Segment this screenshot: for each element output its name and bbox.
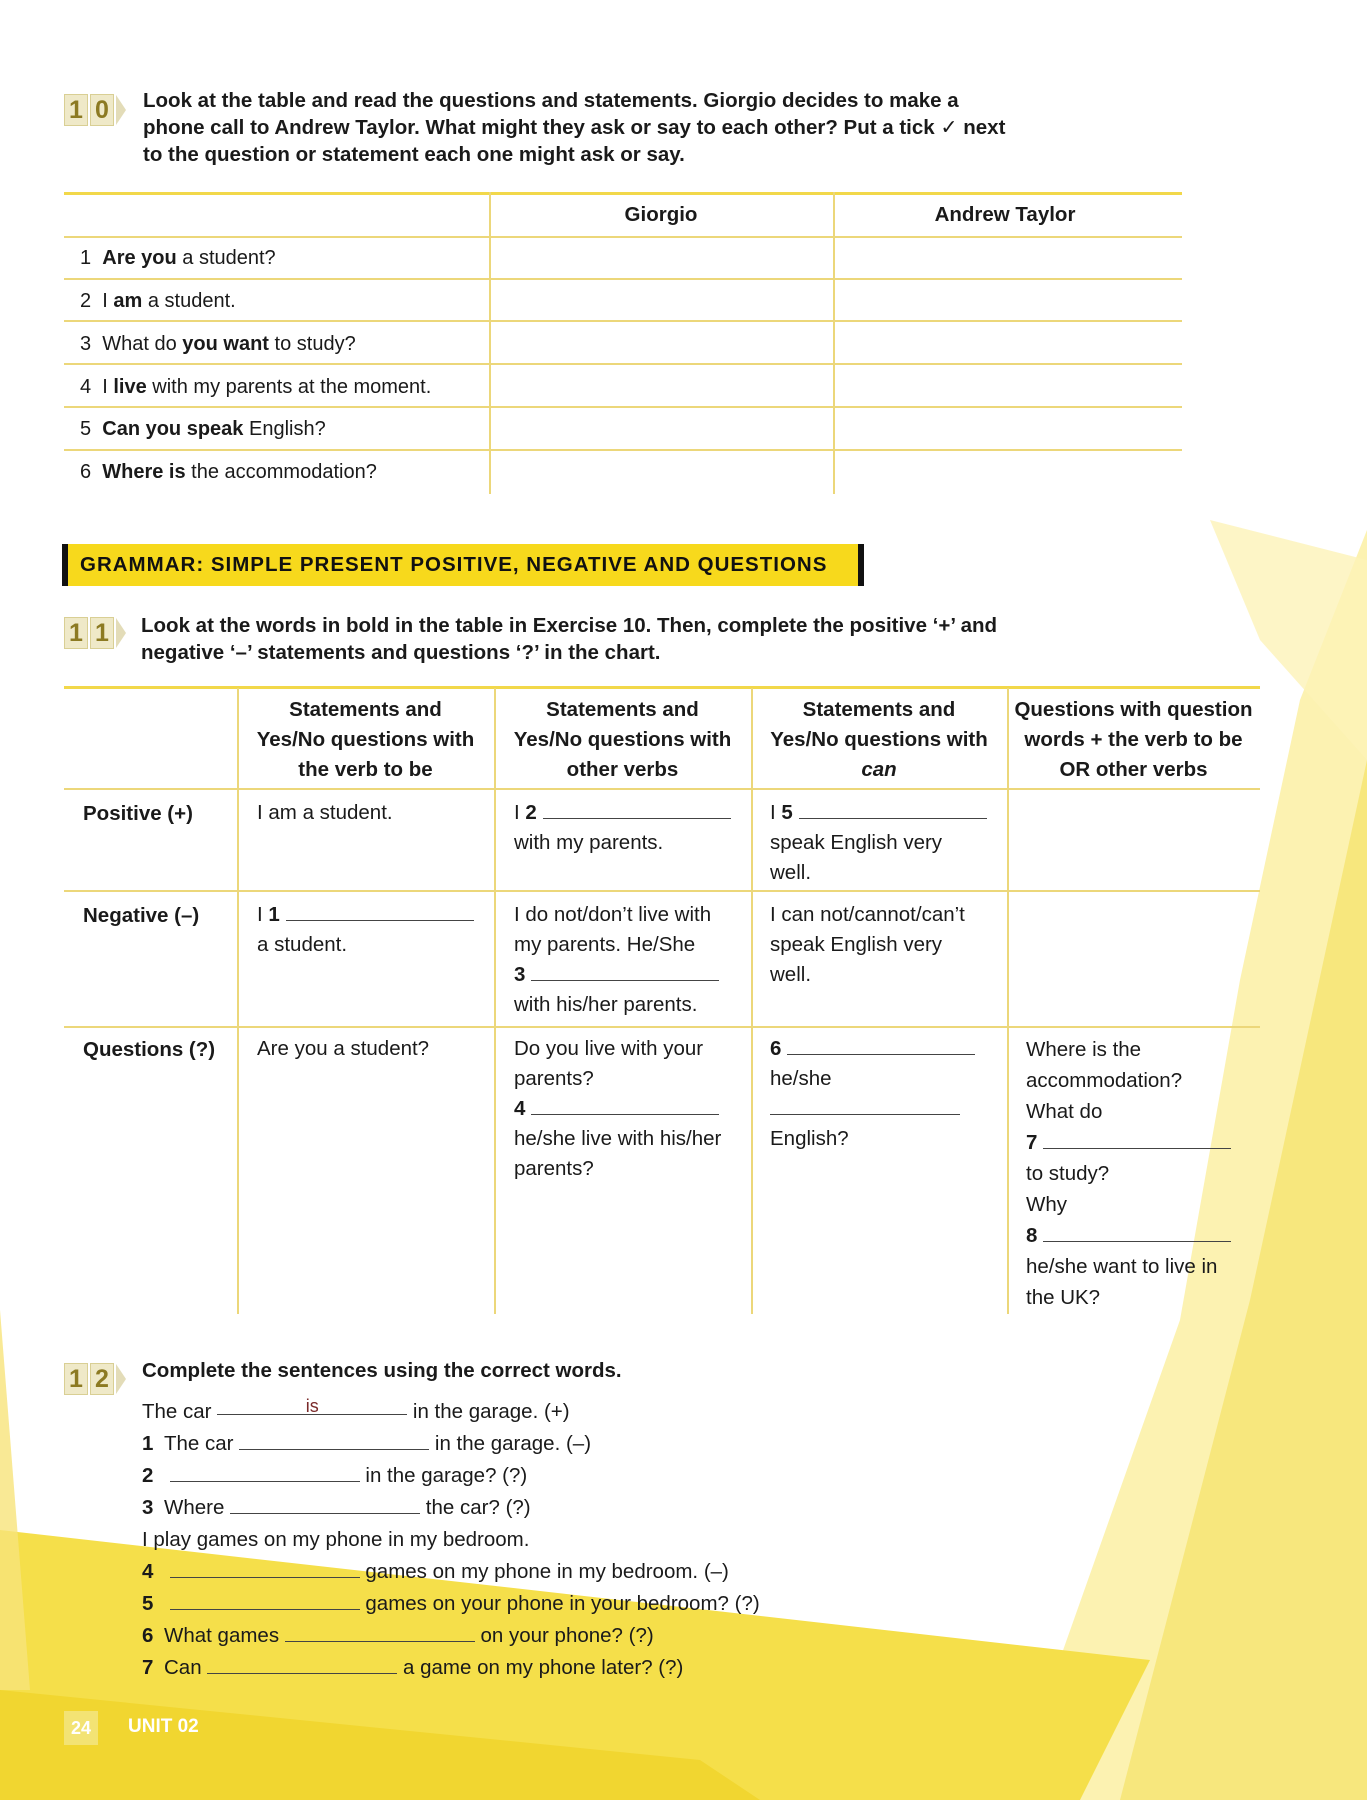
header-line: Questions with question — [1014, 698, 1253, 721]
column-header-andrew-taylor: Andrew Taylor — [934, 203, 1076, 226]
header-line: Statements and — [802, 698, 956, 721]
blank-number: 5 — [781, 801, 793, 824]
sentence-text: a game on my phone later? (?) — [403, 1656, 684, 1679]
sentence-item — [142, 1620, 760, 1652]
cell-text: he/she — [770, 1067, 832, 1090]
row-text: to study? — [268, 333, 356, 355]
exercise-12-list — [142, 1396, 760, 1684]
blank-number: 2 — [525, 801, 537, 824]
blank-number: 1 — [268, 903, 280, 926]
chart-header-can — [751, 695, 1007, 785]
instruction-line: Look at the words in bold in the table in Exercise 10. Then, complete the positive ‘+’ and — [141, 614, 998, 637]
cell-text: I — [257, 903, 263, 926]
answer-blank-6b[interactable] — [770, 1096, 960, 1115]
exercise-number-digit: 1 — [64, 617, 88, 649]
row-label-negative: Negative (–) — [83, 904, 200, 927]
cell-text: parents? — [514, 1067, 594, 1090]
answer-blank-7[interactable] — [1043, 1130, 1231, 1149]
table-divider — [64, 449, 1182, 451]
row-text: the accommodation? — [185, 461, 377, 483]
instruction-line: Look at the table and read the questions and statements. Giorgio decides to make a — [143, 89, 959, 112]
exercise-12-instruction: Complete the sentences using the correct words. — [142, 1359, 622, 1382]
table-divider — [64, 320, 1182, 322]
chart-divider — [64, 788, 1260, 790]
questions-question-words-cell — [1026, 1034, 1256, 1313]
exercise-10-number — [64, 92, 128, 128]
row-number: 6 — [80, 461, 92, 483]
item-number: 1 — [142, 1432, 154, 1455]
blank-number: 3 — [514, 963, 526, 986]
exercise-number-digit: 1 — [64, 1363, 88, 1395]
table-divider — [833, 192, 835, 494]
header-line: Yes/No questions with — [256, 728, 475, 751]
chart-header-question-words — [1007, 695, 1260, 785]
sentence-text: Can — [164, 1656, 202, 1679]
bold-words: Can you speak — [102, 418, 244, 440]
negative-other-verbs-cell — [514, 900, 746, 1020]
row-text: I — [102, 376, 114, 398]
sentence-blank-2[interactable] — [170, 1463, 360, 1482]
unit-label: UNIT 02 — [128, 1716, 199, 1737]
exercise-12-number — [64, 1361, 128, 1397]
cell-text: Do you live with your — [514, 1037, 704, 1060]
exercise-number-digit: 0 — [90, 94, 114, 126]
row-number: 5 — [80, 418, 92, 440]
header-line: other verbs — [566, 758, 679, 781]
sentence-text: on your phone? (?) — [480, 1624, 654, 1647]
blank-number: 8 — [1026, 1224, 1038, 1247]
table-row — [80, 333, 356, 356]
table-divider — [64, 192, 1182, 195]
sentence-item — [142, 1428, 760, 1460]
cell-text: he/she want to live in — [1026, 1255, 1218, 1278]
table-row — [80, 290, 236, 313]
sentence-blank-7[interactable] — [207, 1655, 397, 1674]
exercise-arrow-icon — [116, 618, 126, 648]
chart-divider — [64, 1026, 1260, 1028]
table-divider — [64, 278, 1182, 280]
exercise-number-digit: 2 — [90, 1363, 114, 1395]
cell-text: What do — [1026, 1100, 1103, 1123]
sentence-text: in the garage. (+) — [412, 1400, 570, 1423]
cell-text: I — [770, 801, 776, 824]
sentence-item — [142, 1460, 760, 1492]
header-line: Yes/No questions with — [513, 728, 732, 751]
row-label-questions: Questions (?) — [83, 1038, 216, 1061]
cell-text: I can not/cannot/can’t — [770, 903, 965, 926]
instruction-line: phone call to Andrew Taylor. What might they ask or say to each other? Put a tick ✓ next — [143, 116, 1006, 139]
row-label-positive: Positive (+) — [83, 802, 193, 825]
table-divider — [489, 192, 491, 494]
table-row — [80, 418, 326, 441]
positive-to-be-cell: I am a student. — [257, 801, 393, 824]
bold-words: Are you — [102, 247, 177, 269]
cell-text: with my parents. — [514, 831, 664, 854]
sentence-blank-3[interactable] — [230, 1495, 420, 1514]
exercise-arrow-icon — [116, 1364, 126, 1394]
cell-text: speak English very — [770, 933, 943, 956]
questions-other-verbs-cell — [514, 1034, 746, 1184]
answer-blank-5[interactable] — [799, 800, 987, 819]
answer-blank-4[interactable] — [531, 1096, 719, 1115]
table-row — [80, 376, 431, 399]
bold-words: live — [113, 376, 147, 398]
blank-number: 4 — [514, 1097, 526, 1120]
row-text: with my parents at the moment. — [146, 376, 432, 398]
exercise-11-number — [64, 615, 128, 651]
header-line: Yes/No questions with — [770, 728, 988, 751]
chart-divider — [64, 686, 1260, 689]
example-answer-blank — [217, 1396, 407, 1415]
header-line: the verb to be — [298, 758, 433, 781]
exercise-arrow-icon — [116, 95, 126, 125]
sentence-text: What games — [164, 1624, 280, 1647]
sentence-item — [142, 1556, 760, 1588]
grammar-banner-title: GRAMMAR: SIMPLE PRESENT POSITIVE, NEGATIVE AND QUESTIONS — [80, 553, 828, 576]
item-number: 5 — [142, 1592, 154, 1615]
table-divider — [64, 236, 1182, 238]
sentence-text: games on your phone in your bedroom? (?) — [365, 1592, 760, 1615]
header-line: Statements and — [546, 698, 699, 721]
row-text: What do — [102, 333, 183, 355]
sentence-text: in the garage? (?) — [365, 1464, 528, 1487]
sentence-blank-6[interactable] — [285, 1623, 475, 1642]
questions-can-cell — [770, 1034, 1002, 1154]
cell-text: the UK? — [1026, 1286, 1101, 1309]
cell-text: Why — [1026, 1193, 1067, 1216]
sentence-blank-4[interactable] — [170, 1559, 360, 1578]
sentence-text: Where — [164, 1496, 225, 1519]
cell-text: accommodation? — [1026, 1069, 1183, 1092]
sentence-item — [142, 1588, 760, 1620]
header-line: Statements and — [289, 698, 442, 721]
answer-blank-8[interactable] — [1043, 1223, 1231, 1242]
cell-text: well. — [770, 963, 812, 986]
sentence-blank-5[interactable] — [170, 1591, 360, 1610]
cell-text: my parents. He/She — [514, 933, 696, 956]
item-number: 4 — [142, 1560, 154, 1583]
instruction-line: to the question or statement each one might ask or say. — [143, 143, 685, 166]
cell-text: well. — [770, 861, 812, 884]
sentence-item — [142, 1492, 760, 1524]
exercise-number-digit: 1 — [64, 94, 88, 126]
negative-to-be-cell — [257, 900, 487, 960]
cell-text: speak English very — [770, 831, 943, 854]
cell-text: I — [514, 801, 520, 824]
chart-header-other-verbs — [494, 695, 751, 785]
blank-number: 6 — [770, 1037, 782, 1060]
blank-number: 7 — [1026, 1131, 1038, 1154]
answer-blank-2[interactable] — [543, 800, 731, 819]
cell-text: Where is the — [1026, 1038, 1142, 1061]
cell-text: to study? — [1026, 1162, 1110, 1185]
table-divider — [64, 406, 1182, 408]
item-number: 7 — [142, 1656, 154, 1679]
sentence-text: in the garage. (–) — [434, 1432, 592, 1455]
cell-text: English? — [770, 1127, 849, 1150]
row-text: I — [102, 290, 114, 312]
chart-header-to-be — [237, 695, 494, 785]
item-number: 3 — [142, 1496, 154, 1519]
exercise-10-instruction — [143, 87, 1023, 168]
sentence-text: The car — [164, 1432, 234, 1455]
questions-to-be-cell: Are you a student? — [257, 1037, 430, 1060]
cell-text: with his/her parents. — [514, 993, 698, 1016]
exercise-number-digit: 1 — [90, 617, 114, 649]
grammar-banner — [62, 544, 864, 586]
answer-blank-3[interactable] — [531, 962, 719, 981]
sentence-blank-1[interactable] — [239, 1431, 429, 1450]
sentence-text: games on my phone in my bedroom. (–) — [365, 1560, 729, 1583]
bold-words: you want — [182, 333, 269, 355]
exercise-11-instruction — [141, 612, 1041, 666]
sentence-stem: I play games on my phone in my bedroom. — [142, 1528, 530, 1551]
item-number: 6 — [142, 1624, 154, 1647]
cell-text: I do not/don’t live with — [514, 903, 712, 926]
row-number: 3 — [80, 333, 92, 355]
sentence-item — [142, 1652, 760, 1684]
negative-can-cell — [770, 900, 1002, 990]
row-number: 2 — [80, 290, 92, 312]
positive-other-verbs-cell — [514, 798, 744, 858]
header-line: can — [861, 758, 897, 781]
table-divider — [64, 363, 1182, 365]
answer-blank-1[interactable] — [286, 902, 474, 921]
item-number: 2 — [142, 1464, 154, 1487]
cell-text: he/she live with his/her — [514, 1127, 722, 1150]
positive-can-cell — [770, 798, 1000, 888]
example-answer: is — [305, 1396, 319, 1416]
sentence-text: The car — [142, 1400, 212, 1423]
row-text: a student. — [142, 290, 236, 312]
header-line: words + the verb to be — [1024, 728, 1243, 751]
sentence-text: the car? (?) — [425, 1496, 531, 1519]
table-row — [80, 461, 377, 484]
row-text: a student? — [176, 247, 276, 269]
cell-text: parents? — [514, 1157, 594, 1180]
row-number: 4 — [80, 376, 92, 398]
example-sentence — [142, 1396, 760, 1428]
row-text: English? — [243, 418, 326, 440]
bold-words: am — [113, 290, 143, 312]
cell-text: a student. — [257, 933, 348, 956]
bold-words: Where is — [102, 461, 186, 483]
row-number: 1 — [80, 247, 92, 269]
chart-divider — [64, 890, 1260, 892]
table-row — [80, 247, 276, 270]
header-line: OR other verbs — [1059, 758, 1208, 781]
page-number: 24 — [64, 1711, 98, 1745]
column-header-giorgio: Giorgio — [624, 203, 698, 226]
answer-blank-6[interactable] — [787, 1036, 975, 1055]
instruction-line: negative ‘–’ statements and questions ‘?’ in the chart. — [141, 641, 661, 664]
